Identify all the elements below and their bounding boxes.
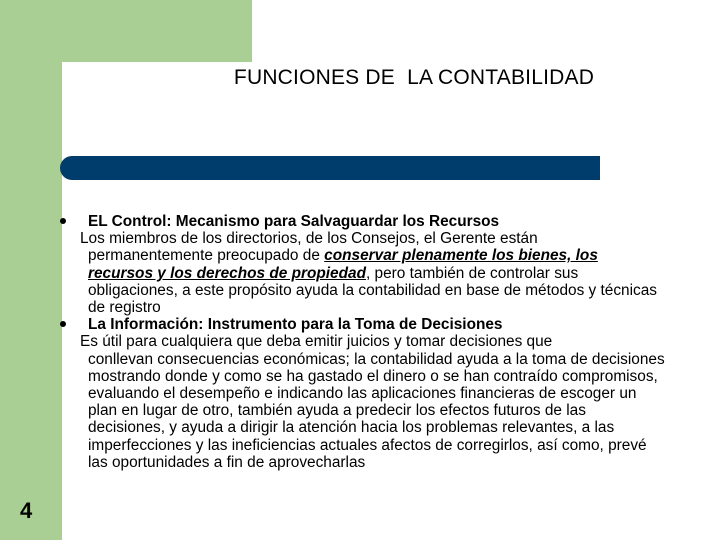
bullet-dot-icon xyxy=(60,321,66,327)
bullet-body-text: permanentemente preocupado de xyxy=(88,247,325,265)
bullet-body-control xyxy=(60,230,665,316)
slide-number: 4 xyxy=(20,498,33,523)
bullet-item-control xyxy=(60,213,665,230)
bullet-body-emphasis: conservar plenamente los bienes, los recursos y los derechos de propiedad xyxy=(88,247,598,282)
title-divider-bar xyxy=(60,156,600,180)
slide-content xyxy=(60,213,665,471)
bullet-body-text: , pero también de controlar sus obligaciones, a este propósito ayuda la contabilidad en base de métodos y técnicas de registro xyxy=(88,264,657,317)
slide-title: FUNCIONES DE LA CONTABILIDAD xyxy=(233,66,595,89)
bullet-body-rest: conllevan consecuencias económicas; la contabilidad ayuda a la toma de decisiones mostrando donde y como se ha gastado el dinero o se han contraído compromisos, evaluando el desempeño e indicando las aplicaciones financieras de escoger un plan en lugar de otro, también ayuda a predecir los efectos futuros de las decisiones, y ayuda a dirigir la atención hacia los problemas relevantes, a las imperfecciones y las ineficiencias actuales afectos de corregirlos, así como, prevé las oportunidades a fin de aprovecharlas xyxy=(88,350,665,471)
bullet-heading: EL Control: Mecanismo para Salvaguardar los Recursos xyxy=(88,213,500,230)
bullet-body-rest xyxy=(80,247,665,316)
bullet-heading: La Información: Instrumento para la Toma de Decisiones xyxy=(88,316,503,334)
bullet-body-first-line: Los miembros de los directorios, de los Consejos, el Gerente están xyxy=(80,230,538,248)
bullet-dot-icon xyxy=(60,218,66,224)
bullet-body-information xyxy=(60,333,665,471)
decorative-green-left-strip xyxy=(0,0,62,540)
bullet-item-information xyxy=(60,316,665,333)
bullet-body-first-line: Es útil para cualquiera que deba emitir juicios y tomar decisiones que xyxy=(80,333,553,351)
